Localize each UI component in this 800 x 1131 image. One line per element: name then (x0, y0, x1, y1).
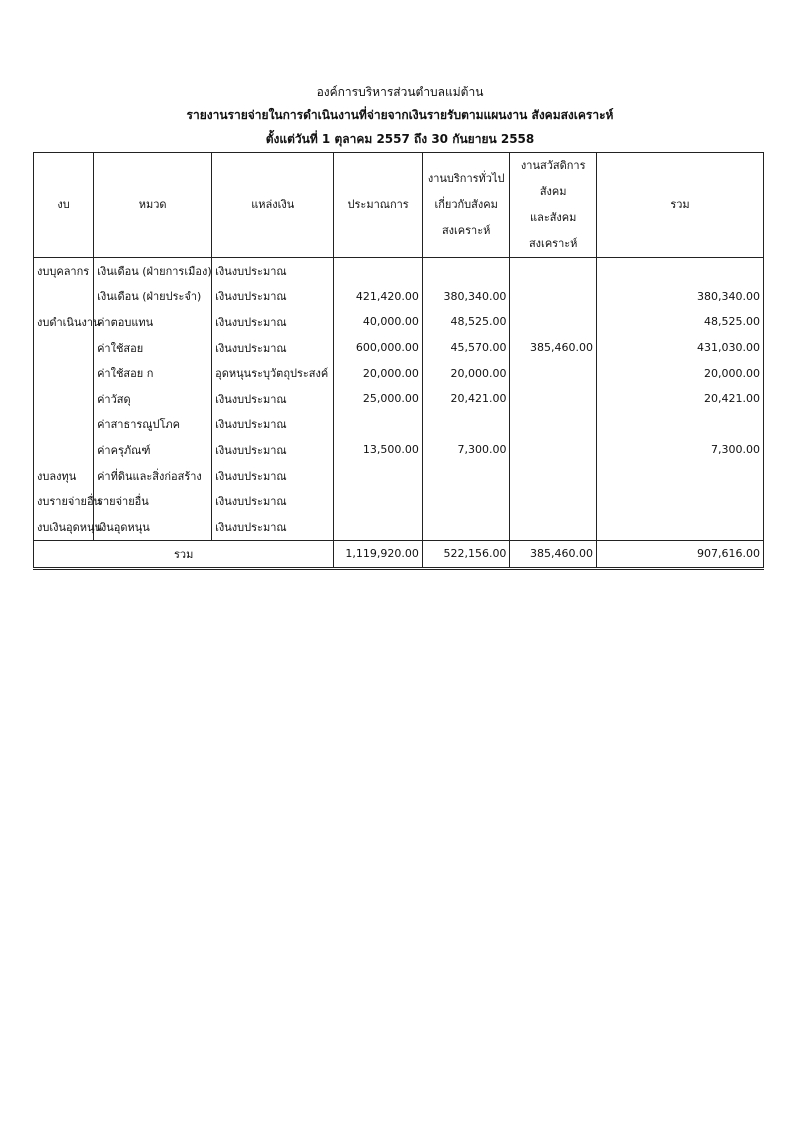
header-estimate: ประมาณการ (334, 153, 423, 258)
cell-social-welfare (510, 412, 597, 438)
cell-category: เงินอุดหนุน (94, 514, 212, 540)
cell-general-service (422, 514, 510, 540)
cell-source: เงินงบประมาณ (212, 437, 334, 463)
cell-budget: งบรายจ่ายอื่น (34, 488, 94, 514)
cell-category: เงินเดือน (ฝ่ายการเมือง) (94, 258, 212, 284)
cell-budget: งบเงินอุดหนุน (34, 514, 94, 540)
cell-category: ค่าใช้สอย ก (94, 360, 212, 386)
cell-source: เงินงบประมาณ (212, 386, 334, 412)
cell-source: อุดหนุนระบุวัตถุประสงค์ (212, 360, 334, 386)
table-row (34, 335, 764, 361)
table-row (34, 437, 764, 463)
cell-category: ค่าวัสดุ (94, 386, 212, 412)
cell-budget (34, 335, 94, 361)
cell-total (596, 514, 763, 540)
table-row (34, 463, 764, 489)
cell-general-service: 20,421.00 (422, 386, 510, 412)
header-general-line3: สงเคราะห์ (441, 224, 491, 237)
cell-total: 20,000.00 (596, 360, 763, 386)
cell-estimate (334, 463, 423, 489)
cell-category: เงินเดือน (ฝ่ายประจำ) (94, 284, 212, 310)
cell-social-welfare (510, 463, 597, 489)
table-row (34, 412, 764, 438)
cell-social-welfare (510, 386, 597, 412)
cell-general-service (422, 412, 510, 438)
cell-estimate (334, 258, 423, 284)
cell-social-welfare (510, 309, 597, 335)
cell-total: 380,340.00 (596, 284, 763, 310)
cell-source: เงินงบประมาณ (212, 284, 334, 310)
table-row (34, 258, 764, 284)
total-estimate: 1,119,920.00 (334, 540, 423, 568)
header-category: หมวด (94, 153, 212, 258)
cell-social-welfare (510, 488, 597, 514)
report-period: ตั้งแต่วันที่ 1 ตุลาคม 2557 ถึง 30 กันยายน 2558 (265, 132, 535, 146)
cell-source: เงินงบประมาณ (212, 335, 334, 361)
table-row (34, 284, 764, 310)
cell-general-service: 7,300.00 (422, 437, 510, 463)
cell-budget: งบดำเนินงาน (34, 309, 94, 335)
cell-general-service (422, 463, 510, 489)
cell-source: เงินงบประมาณ (212, 412, 334, 438)
cell-social-welfare (510, 258, 597, 284)
cell-general-service: 45,570.00 (422, 335, 510, 361)
cell-estimate: 421,420.00 (334, 284, 423, 310)
cell-social-welfare (510, 437, 597, 463)
cell-source: เงินงบประมาณ (212, 309, 334, 335)
header-budget: งบ (34, 153, 94, 258)
cell-source: เงินงบประมาณ (212, 488, 334, 514)
cell-budget (34, 437, 94, 463)
total-general-service: 522,156.00 (422, 540, 510, 568)
table-row (34, 514, 764, 540)
cell-estimate: 20,000.00 (334, 360, 423, 386)
table-row (34, 488, 764, 514)
header-social-welfare (510, 153, 597, 258)
cell-general-service: 380,340.00 (422, 284, 510, 310)
cell-category: ค่าที่ดินและสิ่งก่อสร้าง (94, 463, 212, 489)
cell-general-service: 20,000.00 (422, 360, 510, 386)
header-source: แหล่งเงิน (212, 153, 334, 258)
cell-social-welfare (510, 514, 597, 540)
header-welfare-line1: งานสวัสดิการสังคม (520, 159, 586, 198)
table-row (34, 386, 764, 412)
header-general-service (422, 153, 510, 258)
cell-estimate (334, 514, 423, 540)
total-sum: 907,616.00 (596, 540, 763, 568)
cell-estimate (334, 412, 423, 438)
cell-total (596, 488, 763, 514)
cell-social-welfare (510, 284, 597, 310)
cell-source: เงินงบประมาณ (212, 514, 334, 540)
cell-total: 48,525.00 (596, 309, 763, 335)
cell-estimate: 40,000.00 (334, 309, 423, 335)
header-general-line2: เกี่ยวกับสังคม (434, 198, 498, 211)
cell-general-service: 48,525.00 (422, 309, 510, 335)
cell-total: 431,030.00 (596, 335, 763, 361)
org-name: องค์การบริหารส่วนตำบลแม่ต้าน (316, 85, 484, 99)
cell-estimate: 25,000.00 (334, 386, 423, 412)
cell-total: 7,300.00 (596, 437, 763, 463)
cell-budget (34, 360, 94, 386)
report-title: รายงานรายจ่ายในการดำเนินงานที่จ่ายจากเงินรายรับตามแผนงาน สังคมสงเคราะห์ (186, 108, 614, 122)
header-general-line1: งานบริการทั่วไป (427, 172, 505, 185)
cell-total (596, 258, 763, 284)
cell-social-welfare (510, 360, 597, 386)
cell-total (596, 412, 763, 438)
cell-category: รายจ่ายอื่น (94, 488, 212, 514)
cell-budget (34, 412, 94, 438)
cell-source: เงินงบประมาณ (212, 258, 334, 284)
cell-budget (34, 386, 94, 412)
table-header-row (34, 153, 764, 258)
total-social-welfare: 385,460.00 (510, 540, 597, 568)
header-welfare-line3: สงเคราะห์ (528, 237, 578, 250)
cell-estimate: 13,500.00 (334, 437, 423, 463)
total-label: รวม (34, 540, 334, 568)
cell-budget: งบลงทุน (34, 463, 94, 489)
cell-category: ค่าสาธารณูปโภค (94, 412, 212, 438)
cell-total (596, 463, 763, 489)
cell-estimate (334, 488, 423, 514)
expense-report-table (33, 152, 764, 570)
cell-source: เงินงบประมาณ (212, 463, 334, 489)
cell-budget (34, 284, 94, 310)
header-welfare-line2: และสังคม (529, 211, 577, 224)
cell-category: ค่าครุภัณฑ์ (94, 437, 212, 463)
table-row (34, 360, 764, 386)
cell-total: 20,421.00 (596, 386, 763, 412)
table-row (34, 309, 764, 335)
cell-social-welfare: 385,460.00 (510, 335, 597, 361)
cell-budget: งบบุคลากร (34, 258, 94, 284)
cell-category: ค่าใช้สอย (94, 335, 212, 361)
total-row (34, 540, 764, 568)
cell-category: ค่าตอบแทน (94, 309, 212, 335)
cell-estimate: 600,000.00 (334, 335, 423, 361)
cell-general-service (422, 258, 510, 284)
cell-general-service (422, 488, 510, 514)
header-total: รวม (596, 153, 763, 258)
